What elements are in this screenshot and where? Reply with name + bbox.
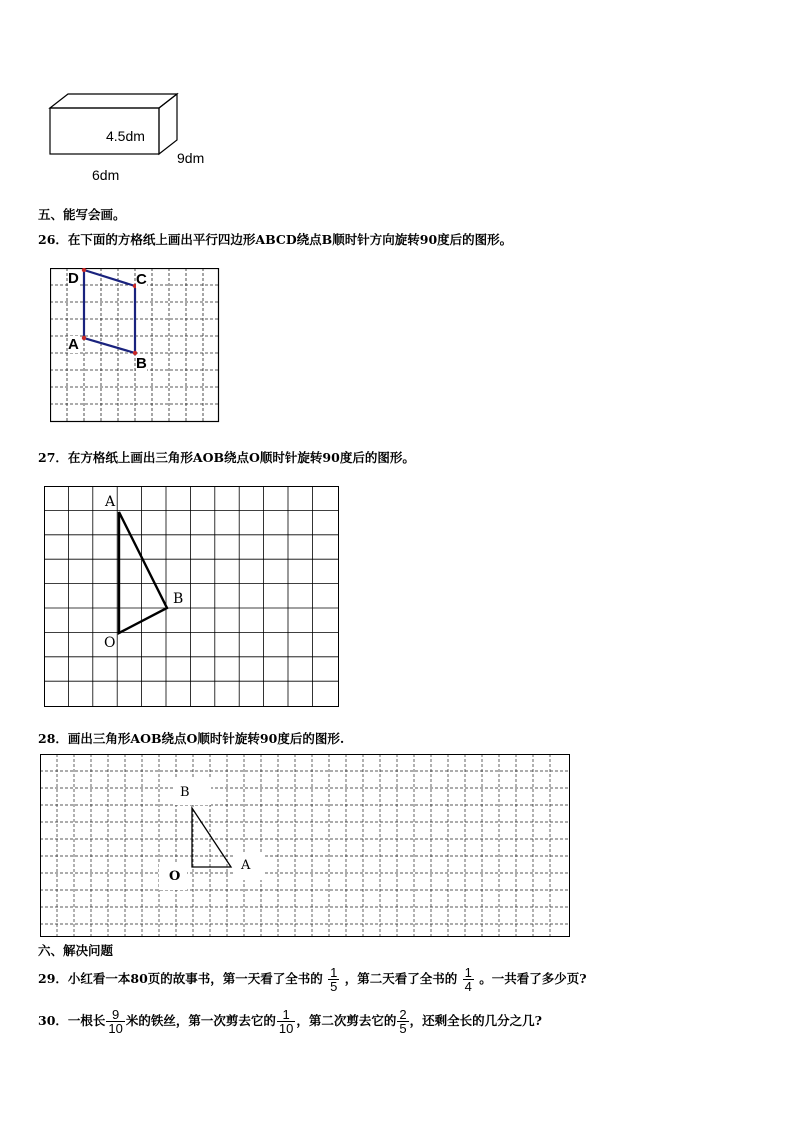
- q27-label-a: A: [105, 494, 116, 510]
- q30-text-1: 30．一根长: [38, 1013, 106, 1028]
- q26-label-d: D: [68, 270, 79, 287]
- question-27-text: 27．在方格纸上画出三角形AOB绕点O顺时针旋转90度后的图形。: [38, 450, 415, 465]
- q26-label-c: C: [136, 271, 147, 288]
- q29-text-1: 29．小红看一本80页的故事书，第一天看了全书的: [38, 971, 323, 986]
- question-26-text: 26．在下面的方格纸上画出平行四边形ABCD绕点B顺时针方向旋转90度后的图形。: [38, 232, 513, 247]
- q28-label-b: B: [180, 785, 190, 800]
- section-6-title: 六、解决问题: [38, 943, 114, 958]
- q29-text-3: 。一共看了多少页?: [479, 971, 587, 986]
- cuboid-height-label: 4.5dm: [106, 128, 145, 144]
- q29-fraction-2: $\frac{1}{4}$: [464, 965, 472, 994]
- q30-text-2: 米的铁丝，第一次剪去它的: [125, 1013, 276, 1028]
- section-5-title: 五、能写会画。: [38, 207, 126, 222]
- cuboid-length-label: 6dm: [92, 167, 120, 183]
- question-29: [38, 964, 587, 994]
- q28-grid[interactable]: [40, 754, 571, 938]
- q27-label-o: O: [104, 635, 116, 651]
- q29-text-2: ，第二天看了全书的: [344, 971, 458, 986]
- triangle-aob: [119, 512, 167, 633]
- q30-text-4: ，还剩全长的几分之几?: [409, 1013, 542, 1028]
- q28-label-a: A: [241, 858, 251, 873]
- q28-triangle-aob: [192, 808, 231, 867]
- cuboid-depth-label: 9dm: [177, 150, 205, 166]
- q30-fraction-3: $\frac{2}{5}$: [399, 1007, 407, 1036]
- q28-label-o: O: [169, 869, 181, 884]
- question-30: [38, 1006, 542, 1036]
- q27-grid[interactable]: [44, 486, 340, 708]
- q30-fraction-2: $\frac{1}{10}$: [278, 1007, 294, 1036]
- q29-fraction-1: $\frac{1}{5}$: [330, 965, 338, 994]
- question-28-text: 28．画出三角形AOB绕点O顺时针旋转90度后的图形.: [38, 731, 345, 746]
- q26-label-b: B: [136, 355, 147, 372]
- q30-text-3: ，第二次剪去它的: [296, 1013, 397, 1028]
- parallelogram-abcd: [84, 270, 135, 353]
- q27-label-b: B: [173, 591, 184, 607]
- q30-fraction-1: $\frac{9}{10}$: [108, 1007, 123, 1036]
- q26-label-a: A: [68, 336, 79, 353]
